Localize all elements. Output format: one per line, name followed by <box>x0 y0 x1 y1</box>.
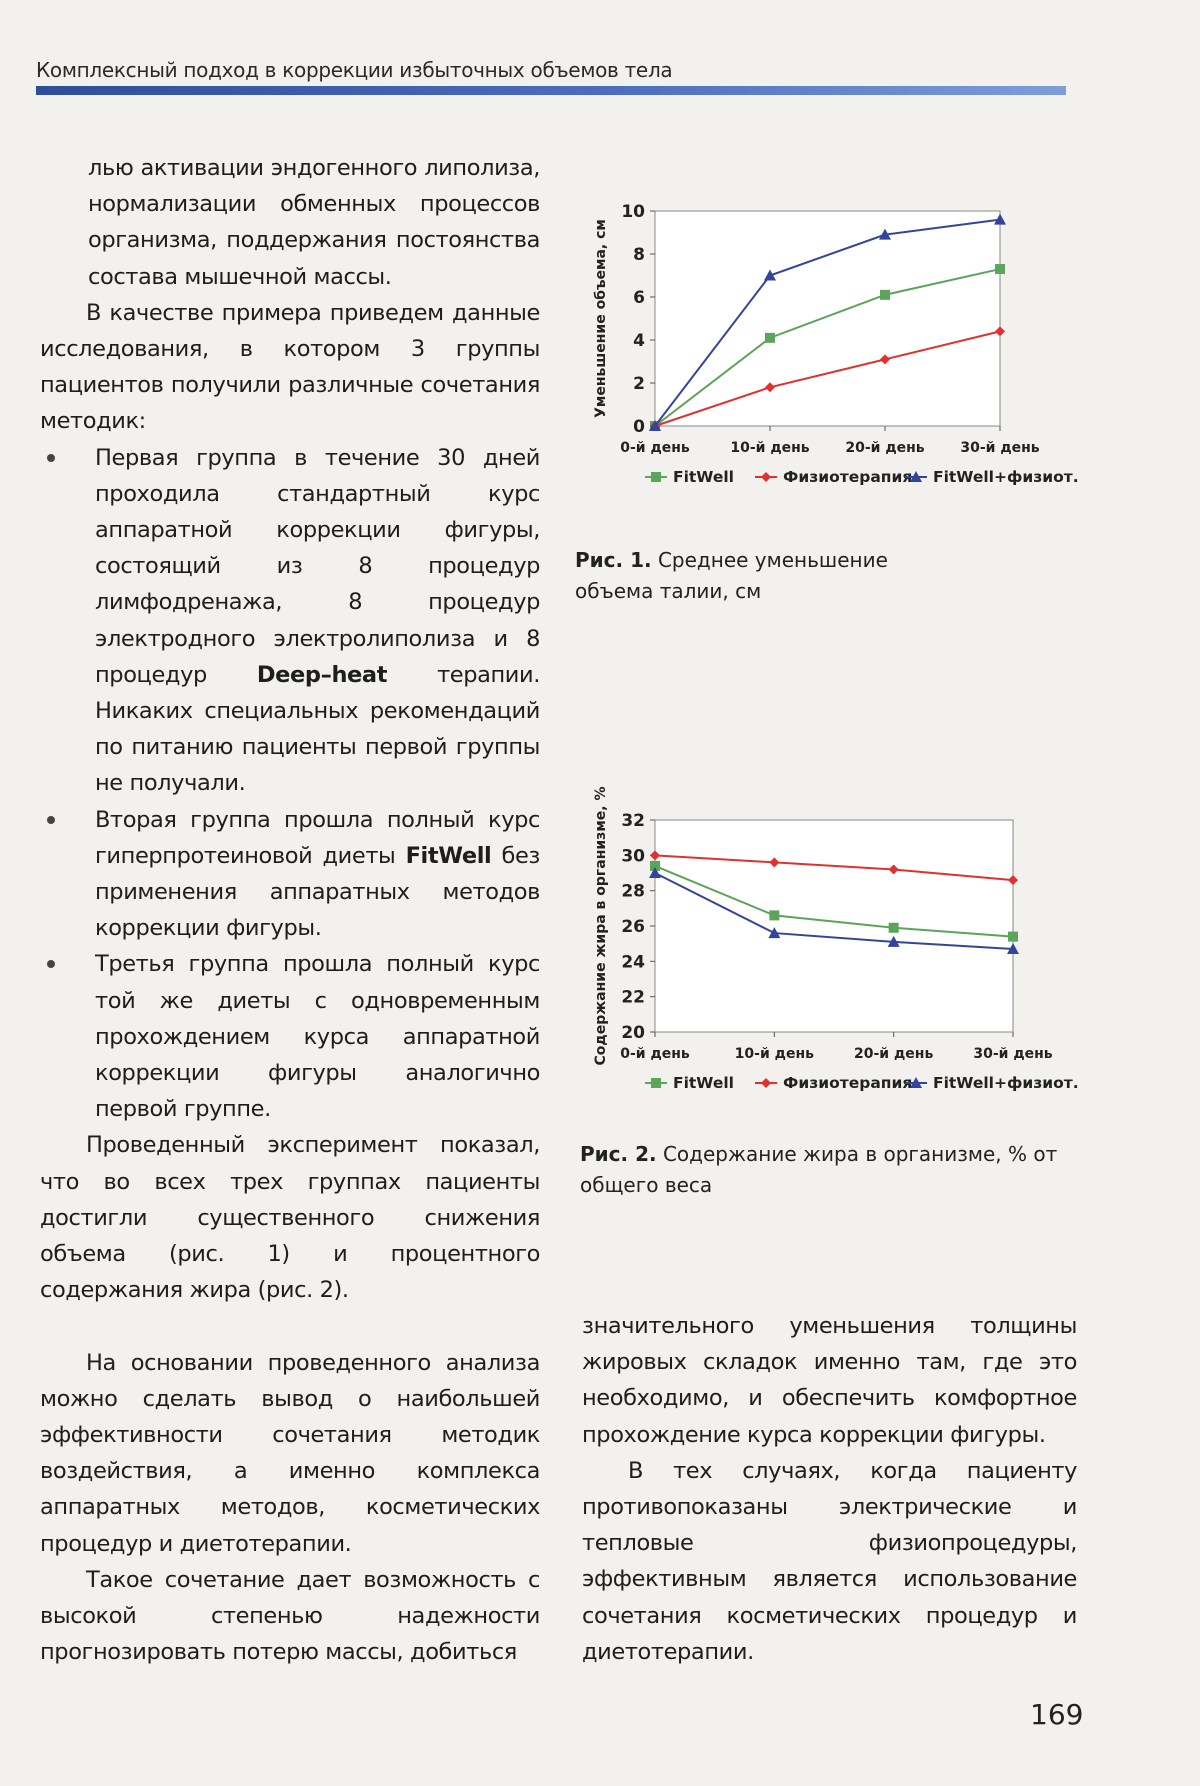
y-tick-label: 6 <box>633 288 645 308</box>
x-tick-label: 30-й день <box>960 440 1040 456</box>
legend-label: FitWell+физиот. <box>933 1074 1079 1092</box>
y-tick-label: 22 <box>621 987 645 1008</box>
y-axis-label: Содержание жира в организме, % <box>593 786 609 1066</box>
header-bar <box>36 86 1066 95</box>
x-tick-label: 20-й день <box>845 440 925 456</box>
y-tick-label: 4 <box>633 331 645 351</box>
figure-2-chart <box>575 786 1079 1100</box>
group-list <box>40 440 540 1128</box>
x-tick-label: 10-й день <box>730 440 810 456</box>
x-tick-label: 10-й день <box>734 1046 814 1062</box>
bullet-icon <box>47 816 55 824</box>
data-point <box>889 923 899 933</box>
legend-marker <box>651 472 661 482</box>
legend-label: FitWell <box>673 468 734 486</box>
legend-label: FitWell <box>673 1074 734 1092</box>
y-tick-label: 26 <box>621 917 645 937</box>
legend-label: Физиотерапия <box>783 1074 913 1092</box>
list-item: Вторая группа прошла полный курс гиперпротеиновой диеты FitWell без применения аппаратных методов коррекции фигуры. <box>40 802 540 947</box>
right-paragraph-1: значительного уменьшения толщины жировых складок именно там, где это необходимо, и обеспечить комфортное прохождение курса коррекции фигуры. <box>582 1313 1077 1448</box>
legend-label: Физиотерапия <box>783 468 913 486</box>
y-tick-label: 30 <box>621 846 645 867</box>
data-point <box>995 264 1005 274</box>
list-item: Первая группа в течение 30 дней проходила стандартный курс аппаратной коррекции фигуры, состоящий из 8 процедур лимфодренажа, 8 процедур электродного электролиполиза и 8 процедур Deep–heat терапии. Никаких специальных рекомендаций по питанию пациенты первой группы не получали. <box>40 440 540 802</box>
y-tick-label: 28 <box>621 881 645 902</box>
y-tick-label: 0 <box>633 417 645 437</box>
y-axis-label: Уменьшение объема, см <box>593 219 609 418</box>
figure-2-svg <box>575 786 1079 1100</box>
data-point <box>880 290 890 300</box>
bullet-icon <box>47 454 55 462</box>
legend-label: FitWell+физиот. <box>933 468 1079 486</box>
figure-1-caption: Рис. 1. Среднее уменьшение объема талии, см <box>575 548 888 603</box>
y-tick-label: 32 <box>621 811 645 831</box>
right-column <box>582 1308 1077 1670</box>
data-point <box>765 333 775 343</box>
data-point <box>769 910 779 920</box>
left-paragraph-3: Проведенный эксперимент показал, что во всех трех группах пациенты достигли существенного снижения объема (рис. 1) и процентного содержания жира (рис. 2). <box>40 1132 540 1304</box>
list-item: Третья группа прошла полный курс той же диеты с одновременным прохождением курса аппаратной коррекции фигуры аналогично первой группе. <box>40 946 540 1127</box>
right-paragraph-2: В тех случаях, когда пациенту противопоказаны электрические и тепловые физиопроцедуры, эффективным является использование сочетания косметических процедур и диетотерапии. <box>582 1457 1077 1665</box>
left-paragraph-1: лью активации эндогенного липолиза, нормализации обменных процессов организма, поддержания постоянства состава мышечной массы. <box>88 155 540 290</box>
plot-area <box>655 211 1000 426</box>
legend-marker <box>651 1078 661 1088</box>
legend-marker <box>761 472 771 482</box>
data-point <box>1008 932 1018 942</box>
page-number: 169 <box>1030 1698 1084 1731</box>
x-tick-label: 30-й день <box>973 1046 1053 1062</box>
y-tick-label: 8 <box>633 245 645 265</box>
left-paragraph-2: В качестве примера приведем данные исследования, в котором 3 группы пациентов получили различные сочетания методик: <box>40 299 540 435</box>
y-tick-label: 2 <box>633 374 645 394</box>
figure-2-caption: Рис. 2. Содержание жира в организме, % от общего веса <box>580 1142 1058 1197</box>
left-paragraph-5: Такое сочетание дает возможность с высокой степенью надежности прогнозировать потерю массы, добиться <box>40 1566 540 1666</box>
running-header: Комплексный подход в коррекции избыточных объемов тела <box>36 58 673 82</box>
figure-1-chart <box>575 196 1079 501</box>
x-tick-label: 20-й день <box>854 1046 934 1062</box>
bullet-icon <box>47 960 55 968</box>
legend-marker <box>761 1078 771 1088</box>
y-tick-label: 24 <box>621 952 645 973</box>
figure-1-svg <box>575 196 1079 501</box>
y-tick-label: 10 <box>621 202 645 222</box>
left-paragraph-4: На основании проведенного анализа можно сделать вывод о наибольшей эффективности сочетания методик воздействия, а именно комплекса аппаратных методов, косметических процедур и диетотерапии. <box>40 1349 540 1557</box>
x-tick-label: 0-й день <box>620 1046 690 1062</box>
y-tick-label: 20 <box>621 1023 645 1043</box>
x-tick-label: 0-й день <box>620 440 690 456</box>
left-column <box>40 150 540 1670</box>
plot-area <box>655 820 1013 1032</box>
